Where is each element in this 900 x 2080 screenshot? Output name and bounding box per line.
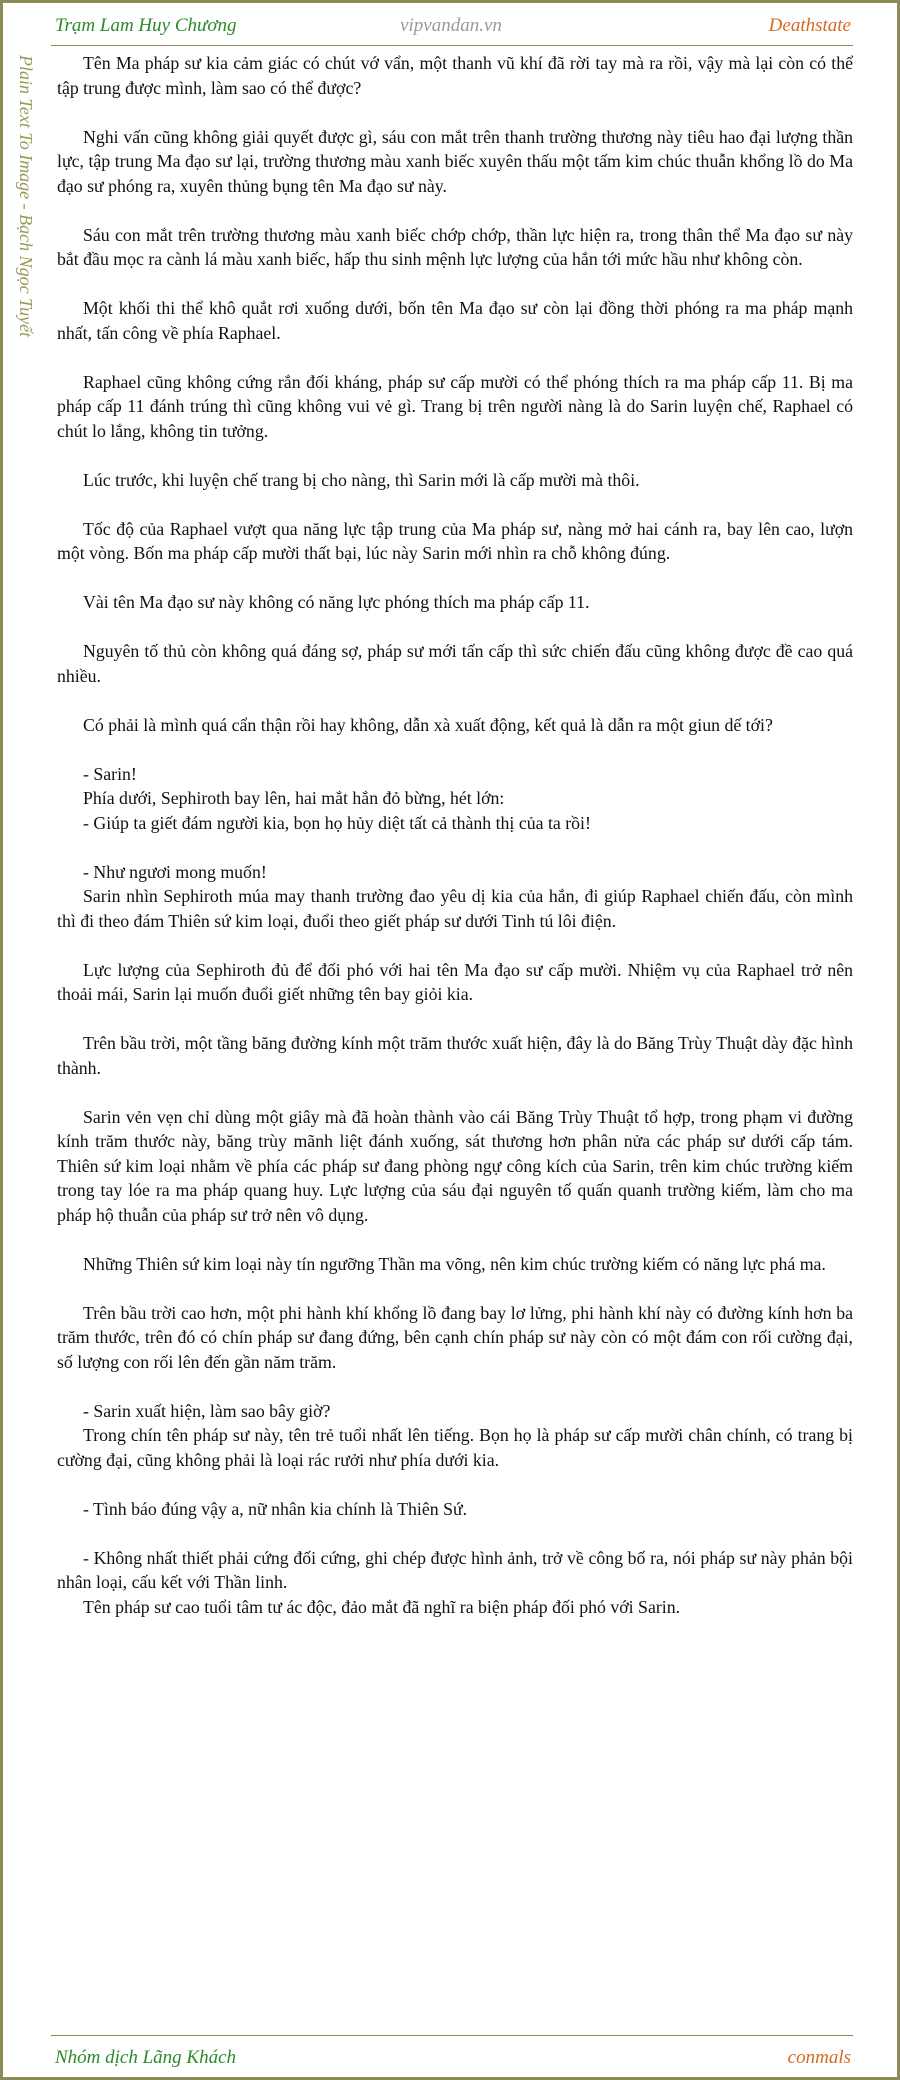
header-domain: vipvandan.vn [400,15,502,36]
dialogue-line: - Tình báo đúng vậy a, nữ nhân kia chính là Thiên Sứ. [83,1498,468,1519]
paragraph: Lúc trước, khi luyện chế trang bị cho nàng, thì Sarin mới là cấp mười mà thôi. [83,469,640,490]
side-watermark [15,55,39,415]
paragraph: Phía dưới, Sephiroth bay lên, hai mắt hắn đỏ bừng, hét lớn: [83,788,505,808]
paragraph: Sarin nhìn Sephiroth múa may thanh trường đao yêu dị kia của hắn, đi giúp Raphael chiến đấu, còn mình thì đi theo đám Thiên sứ kim loại, đuổi theo giết pháp sư dưới Tinh tú lôi điện. [57,886,853,931]
paragraph: Vài tên Ma đạo sư này không có năng lực phóng thích ma pháp cấp 11. [83,592,590,612]
side-watermark-text: Plain Text To Image - Bạch Ngọc Tuyết [16,55,36,338]
paragraph: Một khối thi thể khô quắt rơi xuống dưới, bốn tên Ma đạo sư còn lại đồng thời phóng ra ma pháp mạnh nhất, tấn công về phía Raphael. [57,298,853,343]
header-author: Deathstate [768,15,851,36]
dialogue-line: - Giúp ta giết đám người kia, bọn họ hủy diệt tất cả thành thị của ta rồi! [83,812,591,833]
footer-divider [51,2035,853,2036]
paragraph: Tên Ma pháp sư kia cảm giác có chút vớ vẩn, một thanh vũ khí đã rời tay mà ra rồi, vậy mà lại còn có thể tập trung được mình, làm sao có thể được? [57,53,853,98]
dialogue-line: - Sarin! [83,763,137,784]
header-divider [51,45,853,46]
dialogue-line: - Sarin xuất hiện, làm sao bây giờ? [83,1400,331,1421]
chapter-text [57,51,853,1619]
paragraph: Lực lượng của Sephiroth đủ để đối phó với hai tên Ma đạo sư cấp mười. Nhiệm vụ của Raphael trở nên thoải mái, Sarin lại muốn đuổi giết những tên bay giỏi kia. [57,959,853,1004]
paragraph: Raphael cũng không cứng rắn đối kháng, pháp sư cấp mười có thể phóng thích ra ma pháp cấp 11. Bị ma pháp cấp 11 đánh trúng thì cũng không vui vẻ gì. Trang bị trên người nàng là do Sarin luyện chế, Raphael có chút lo lắng, không tin tưởng. [57,371,853,441]
paragraph: Sarin vẻn vẹn chỉ dùng một giây mà đã hoàn thành vào cái Băng Trùy Thuật tổ hợp, trong phạm vi đường kính trăm thước này, băng trùy mãnh liệt đánh xuống, sát thương hơn phân nửa các pháp sư dưới cấp tám. Thiên sứ kim loại nhằm về phía các pháp sư đang phòng ngự công kích của Sarin, trên kim chúc trường kiếm trong tay lóe ra ma pháp quang huy. Lực lượng của sáu đại nguyên tố quấn quanh trường kiếm, làm cho ma pháp hộ thuẫn của pháp sư trở nên vô dụng. [57,1106,853,1225]
paragraph: Tên pháp sư cao tuổi tâm tư ác độc, đảo mắt đã nghĩ ra biện pháp đối phó với Sarin. [83,1596,681,1617]
paragraph: Trong chín tên pháp sư này, tên trẻ tuổi nhất lên tiếng. Bọn họ là pháp sư cấp mười chân chính, có trang bị cường đại, cũng không phải là loại rác rưởi như phía dưới kia. [57,1425,853,1470]
paragraph: Trên bầu trời cao hơn, một phi hành khí khổng lồ đang bay lơ lửng, phi hành khí này có đường kính hơn ba trăm thước, trên đó có chín pháp sư đang đứng, bên cạnh chín pháp sư này còn có một đám con rối cường đại, số lượng con rối lên đến gần năm trăm. [57,1302,853,1372]
dialogue-line: - Như ngươi mong muốn! [83,861,267,882]
paragraph: Trên bầu trời, một tầng băng đường kính một trăm thước xuất hiện, đây là do Băng Trùy Thuật dày đặc hình thành. [57,1033,853,1078]
header-site-name: Trạm Lam Huy Chương [55,15,237,36]
dialogue-line: - Không nhất thiết phải cứng đối cứng, ghi chép được hình ảnh, trở về công bố ra, nói pháp sư này phản bội nhân loại, cấu kết với Thần linh. [57,1547,853,1592]
paragraph: Sáu con mắt trên trường thương màu xanh biếc chớp chớp, thần lực hiện ra, trong thân thể Ma đạo sư này bắt đầu mọc ra cành lá màu xanh biếc, hấp thu sinh mệnh lực lượng của hắn tới mức hầu như không còn. [57,224,853,269]
footer-editor: conmals [787,2047,851,2068]
paragraph: Nghi vấn cũng không giải quyết được gì, sáu con mắt trên thanh trường thương này tiêu hao đại lượng thần lực, tập trung Ma đạo sư lại, trường thương màu xanh biếc xuyên thấu một tấm kim chúc thuẫn khổng lồ do Ma đạo sư phóng ra, xuyên thủng bụng tên Ma đạo sư này. [57,126,853,196]
footer-translator-group: Nhóm dịch Lãng Khách [55,2047,237,2068]
paragraph: Những Thiên sứ kim loại này tín ngưỡng Thần ma võng, nên kim chúc trường kiếm có năng lực phá ma. [83,1253,826,1274]
page-footer [51,2043,851,2073]
paragraph: Nguyên tố thủ còn không quá đáng sợ, pháp sư mới tấn cấp thì sức chiến đấu cũng không được đề cao quá nhiều. [57,641,853,686]
paragraph: Tốc độ của Raphael vượt qua năng lực tập trung của Ma pháp sư, nàng mở hai cánh ra, bay lên cao, lượn một vòng. Bốn ma pháp cấp mười thất bại, lúc này Sarin mới nhìn ra chỗ không đúng. [57,518,853,563]
page-header [51,13,851,43]
paragraph: Có phải là mình quá cẩn thận rồi hay không, dẫn xà xuất động, kết quả là dẫn ra một giun dế tới? [83,714,773,735]
